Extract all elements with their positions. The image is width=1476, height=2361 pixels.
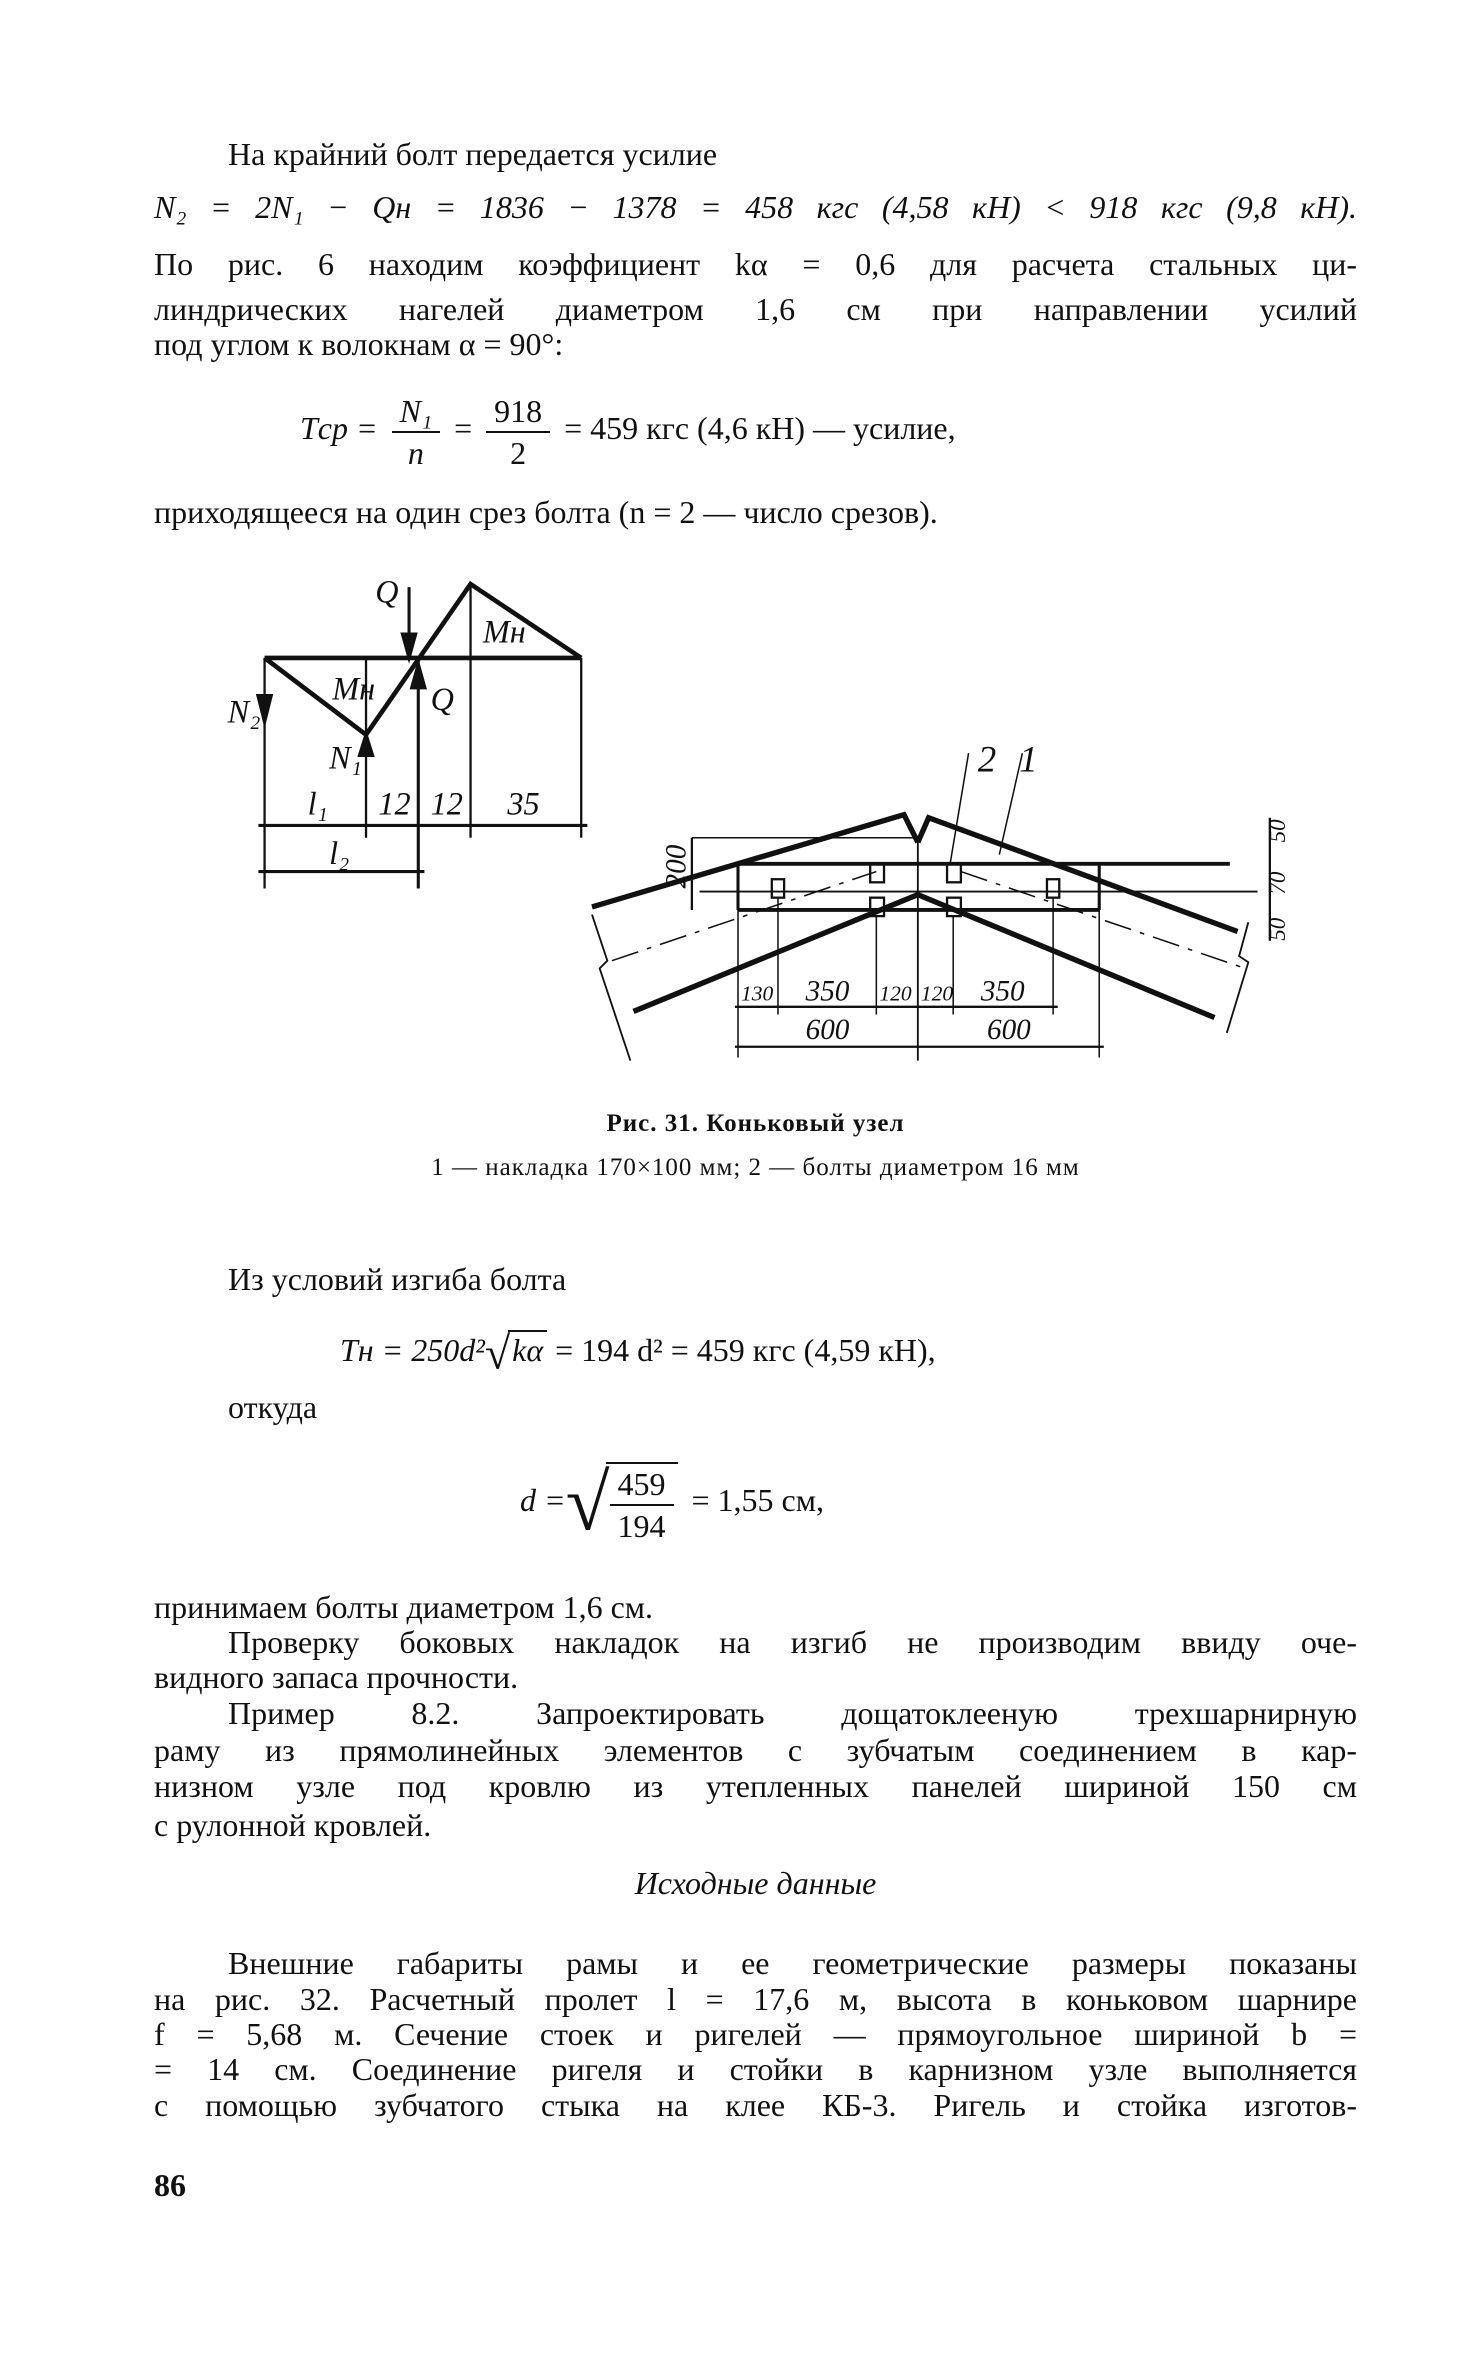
denominator: n xyxy=(407,434,424,471)
paragraph-line: принимаем болты диаметром 1,6 см. xyxy=(154,1589,654,1625)
page-number: 86 xyxy=(154,2167,186,2203)
denominator: 2 xyxy=(510,434,527,471)
paragraph-line: На крайний болт передается усилие xyxy=(228,136,718,172)
dimension-label: 12 xyxy=(430,785,463,822)
paragraph-line: на рис. 32. Расчетный пролет l = 17,6 м, высота в коньковом шарнире xyxy=(154,1981,1357,2017)
dimension-label: 130 xyxy=(741,981,774,1006)
dimension-label: 50 xyxy=(1264,917,1291,941)
paragraph-line: раму из прямолинейных элементов с зубчатым соединением в кар- xyxy=(154,1732,1357,1768)
paragraph-line: Из условий изгиба болта xyxy=(228,1261,567,1297)
equals: = xyxy=(454,410,473,446)
label-n2: N₂ xyxy=(227,693,261,730)
paragraph-line: = 14 см. Соединение ригеля и стойки в карнизном узле выполняется xyxy=(154,2051,1357,2087)
section-heading: Исходные данные xyxy=(634,1865,877,1901)
dimension-label: 70 xyxy=(1264,871,1291,895)
callout-1: 1 xyxy=(1019,738,1038,780)
dimension-label: 600 xyxy=(987,1014,1031,1047)
rafter-top-left xyxy=(592,815,918,907)
paragraph-line: видного запаса прочности. xyxy=(154,1659,519,1695)
paragraph-line: с помощью зубчатого стыка на клее КБ-3. Ригель и стойка изготов- xyxy=(154,2087,1357,2123)
paragraph-line: откуда xyxy=(228,1389,318,1425)
numerator: N₁ xyxy=(392,391,440,433)
fraction xyxy=(606,1462,678,1546)
paragraph-line: Проверку боковых накладок на изгиб не производим ввиду оче- xyxy=(228,1624,1357,1660)
bolt-icon xyxy=(947,864,961,882)
paragraph-line: По рис. 6 находим коэффициент kα = 0,6 для расчета стальных ци- xyxy=(154,246,1357,282)
dimension-label: 600 xyxy=(805,1014,850,1047)
formula-rhs: = 459 кгс (4,6 кН) — усилие, xyxy=(564,410,956,446)
moment-diagram xyxy=(257,584,587,888)
label-q: Q xyxy=(430,681,454,718)
radicand: kα xyxy=(508,1330,547,1368)
formula-lhs: d = xyxy=(520,1482,566,1518)
formula-th xyxy=(340,1327,1476,1379)
formula-part: = 194 d² = 459 кгс (4,59 кН), xyxy=(555,1332,936,1368)
leader-line xyxy=(950,753,968,864)
formula-rhs: = 1,55 см, xyxy=(691,1482,824,1518)
dimension-label: 35 xyxy=(507,785,540,822)
paragraph-line: f = 5,68 м. Сечение стоек и ригелей — прямоугольное шириной b = xyxy=(154,2016,1357,2052)
ridge-joint-drawing xyxy=(592,753,1270,1060)
label-q: Q xyxy=(375,573,399,610)
paragraph-line: под углом к волокнам α = 90°: xyxy=(154,326,564,362)
label-l2: l₂ xyxy=(329,834,350,871)
dimension-label: 350 xyxy=(980,975,1025,1008)
paragraph-line: Пример 8.2. Запроектировать дощатоклееную трехшарнирную xyxy=(228,1695,1357,1731)
numerator: 459 xyxy=(610,1464,674,1506)
break-line xyxy=(592,915,630,1061)
dimension-label: 50 xyxy=(1264,819,1291,843)
paragraph-line: линдрических нагелей диаметром 1,6 см при направлении усилий xyxy=(154,291,1357,327)
dimension-label: 200 xyxy=(660,844,693,889)
label-n1: N₁ xyxy=(329,739,362,776)
label-mh: Mн xyxy=(482,613,526,650)
radical-icon: √ xyxy=(484,1327,511,1379)
paragraph-line: приходящееся на один срез болта (n = 2 — число срезов). xyxy=(154,494,938,530)
label-l1: l₁ xyxy=(307,785,328,822)
dimension-label: 350 xyxy=(805,975,850,1008)
dimension-label: 120 xyxy=(920,981,954,1006)
dimension-label: 120 xyxy=(879,981,912,1006)
bolt-icon xyxy=(772,879,784,897)
formula-d xyxy=(520,1450,1476,1550)
formula-part: Tн = 250d² xyxy=(340,1332,485,1368)
axis-line xyxy=(612,872,876,961)
denominator: 194 xyxy=(617,1507,666,1544)
figure-legend: 1 — накладка 170×100 мм; 2 — болты диаметром 16 мм xyxy=(431,1154,1080,1181)
formula-lhs: Tср = xyxy=(300,410,378,446)
figure-caption: Рис. 31. Коньковый узел xyxy=(606,1110,905,1137)
paragraph-line: Внешние габариты рамы и ее геометрические размеры показаны xyxy=(228,1945,1357,1981)
bolt-icon xyxy=(1047,879,1059,897)
callout-2: 2 xyxy=(977,738,997,780)
label-mh: Mн xyxy=(332,670,376,707)
radical-icon: √ xyxy=(565,1459,610,1548)
break-line xyxy=(1227,922,1249,1033)
numerator: 918 xyxy=(486,391,550,433)
dimension-label: 12 xyxy=(378,785,411,822)
paragraph-line: с рулонной кровлей. xyxy=(154,1807,432,1843)
equation-n2: N₂ = 2N₁ − Qн = 1836 − 1378 = 458 кгс (4,58 кН) < 918 кгс (9,8 кН). xyxy=(154,189,1357,225)
paragraph-line: низном узле под кровлю из утепленных панелей шириной 150 см xyxy=(154,1768,1357,1804)
